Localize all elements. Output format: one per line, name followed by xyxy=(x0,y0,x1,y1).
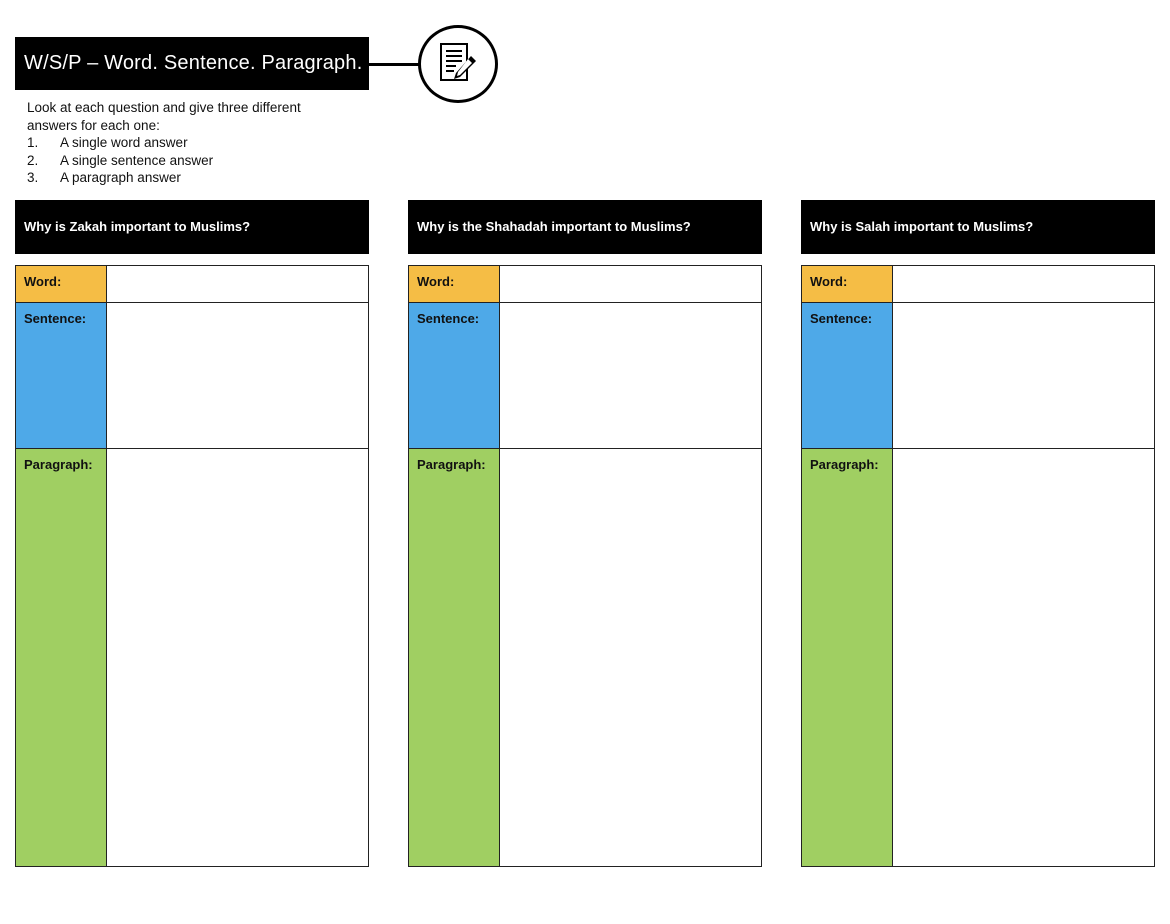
word-answer-box[interactable] xyxy=(107,266,368,303)
paragraph-answer-box[interactable] xyxy=(893,449,1154,866)
word-answer-box[interactable] xyxy=(893,266,1154,303)
sentence-answer-box[interactable] xyxy=(893,303,1154,449)
instructions-list xyxy=(27,134,347,187)
paragraph-label: Paragraph: xyxy=(802,449,893,866)
sentence-label: Sentence: xyxy=(16,303,107,449)
word-label: Word: xyxy=(16,266,107,303)
word-label: Word: xyxy=(802,266,893,303)
answer-grid-zakah xyxy=(15,265,369,867)
title-connector-line xyxy=(369,63,421,66)
list-item: 3. A paragraph answer xyxy=(27,170,181,186)
sentence-label: Sentence: xyxy=(802,303,893,449)
list-item: 1. A single word answer xyxy=(27,135,188,151)
instructions xyxy=(27,99,347,187)
document-edit-icon xyxy=(418,25,498,103)
paragraph-answer-box[interactable] xyxy=(107,449,368,866)
worksheet-title: W/S/P – Word. Sentence. Paragraph. xyxy=(15,37,369,90)
answer-grid-salah xyxy=(801,265,1155,867)
paragraph-label: Paragraph: xyxy=(16,449,107,866)
question-header-salah: Why is Salah important to Muslims? xyxy=(801,200,1155,254)
word-label: Word: xyxy=(409,266,500,303)
paragraph-answer-box[interactable] xyxy=(500,449,761,866)
question-header-zakah: Why is Zakah important to Muslims? xyxy=(15,200,369,254)
sentence-answer-box[interactable] xyxy=(500,303,761,449)
question-header-shahadah: Why is the Shahadah important to Muslims? xyxy=(408,200,762,254)
word-answer-box[interactable] xyxy=(500,266,761,303)
sentence-answer-box[interactable] xyxy=(107,303,368,449)
instructions-intro: Look at each question and give three different answers for each one: xyxy=(27,100,301,133)
list-item: 2. A single sentence answer xyxy=(27,152,214,168)
sentence-label: Sentence: xyxy=(409,303,500,449)
answer-grid-shahadah xyxy=(408,265,762,867)
paragraph-label: Paragraph: xyxy=(409,449,500,866)
